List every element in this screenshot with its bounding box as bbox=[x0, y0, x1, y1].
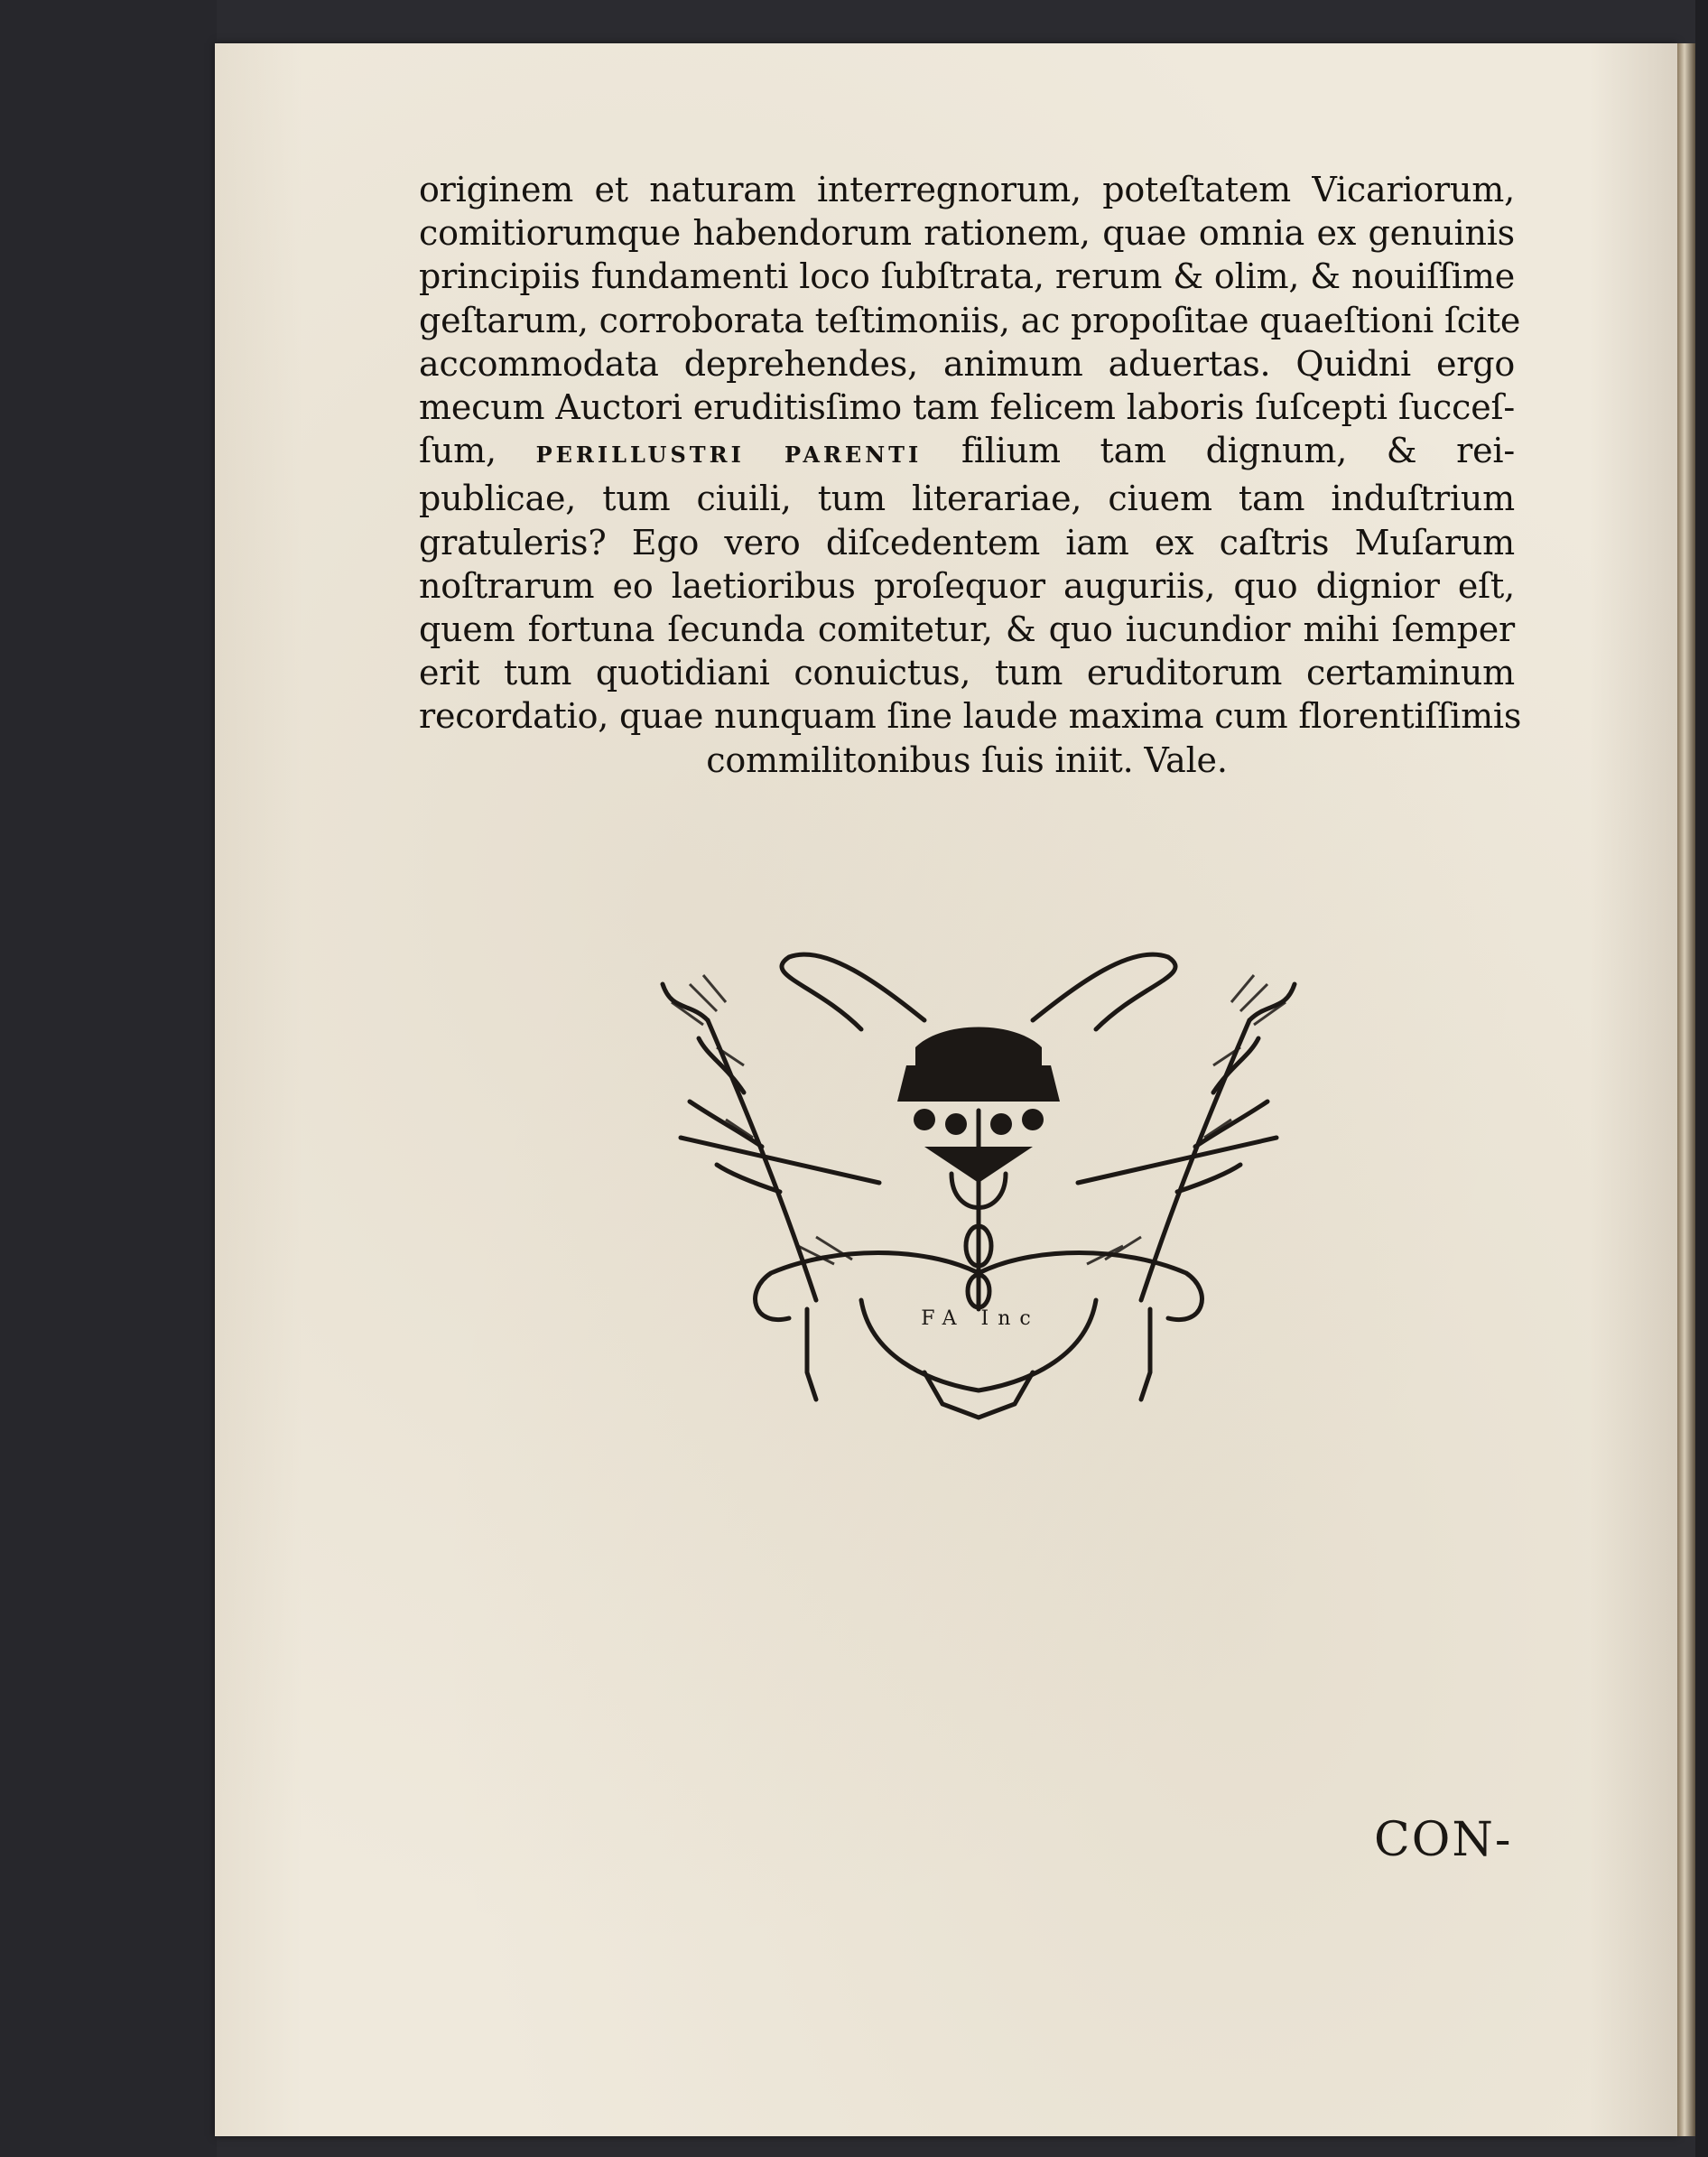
text-line: originem et naturam interregnorum, poteſtatem Vicariorum, bbox=[419, 170, 1515, 209]
printers-ornament bbox=[654, 948, 1304, 1427]
text-line-dedication bbox=[419, 429, 1515, 477]
ornament-initials bbox=[917, 1307, 1044, 1330]
text-line-closing: commilitonibus ſuis iniit. Vale. bbox=[706, 739, 1228, 780]
scan-backdrop-right bbox=[1695, 0, 1708, 2157]
page-edge-right bbox=[1677, 43, 1695, 2136]
ornament-initial-right: Inc bbox=[980, 1307, 1040, 1330]
text-line: quem fortuna ſecunda comitetur, & quo iucundior mihi ſemper bbox=[419, 609, 1515, 650]
text-line: geſtarum, corroborata teſtimoniis, ac propoſitae quaeſtioni ſcite bbox=[419, 300, 1521, 340]
text-line: accommodata deprehendes, animum aduertas. Quidni ergo bbox=[419, 343, 1515, 384]
text-line: erit tum quotidiani conuictus, tum eruditorum certaminum bbox=[419, 653, 1515, 693]
text-line: principiis fundamenti loco ſubſtrata, rerum & olim, & nouiſſime bbox=[419, 256, 1515, 297]
text-line: recordatio, quae nunquam ſine laude maxima cum florentiſſimis bbox=[419, 696, 1522, 737]
text-line: publicae, tum ciuili, tum literariae, ciuem tam induſtrium bbox=[419, 479, 1515, 519]
smallcaps-dedication: PERILLUSTRI PARENTI bbox=[535, 442, 923, 469]
text-line: comitiorumque habendorum rationem, quae omnia ex genuinis bbox=[419, 213, 1515, 254]
scan-backdrop-left bbox=[0, 0, 217, 2157]
catchword: CON- bbox=[1374, 1813, 1513, 1867]
text-line: mecum Auctori eruditisſimo tam felicem laboris ſuſcepti ſucceſ- bbox=[419, 387, 1515, 428]
text-fragment: ſum, bbox=[419, 431, 497, 471]
ornament-initial-left: FA bbox=[921, 1307, 966, 1330]
text-line: noſtrarum eo laetioribus proſequor auguriis, quo dignior eſt, bbox=[419, 565, 1515, 606]
text-fragment: filium tam dignum, & rei- bbox=[961, 431, 1515, 471]
text-line: gratuleris? Ego vero diſcedentem iam ex caſtris Muſarum bbox=[419, 522, 1515, 562]
ornament-vignette-icon bbox=[654, 948, 1304, 1427]
body-text bbox=[419, 168, 1522, 782]
